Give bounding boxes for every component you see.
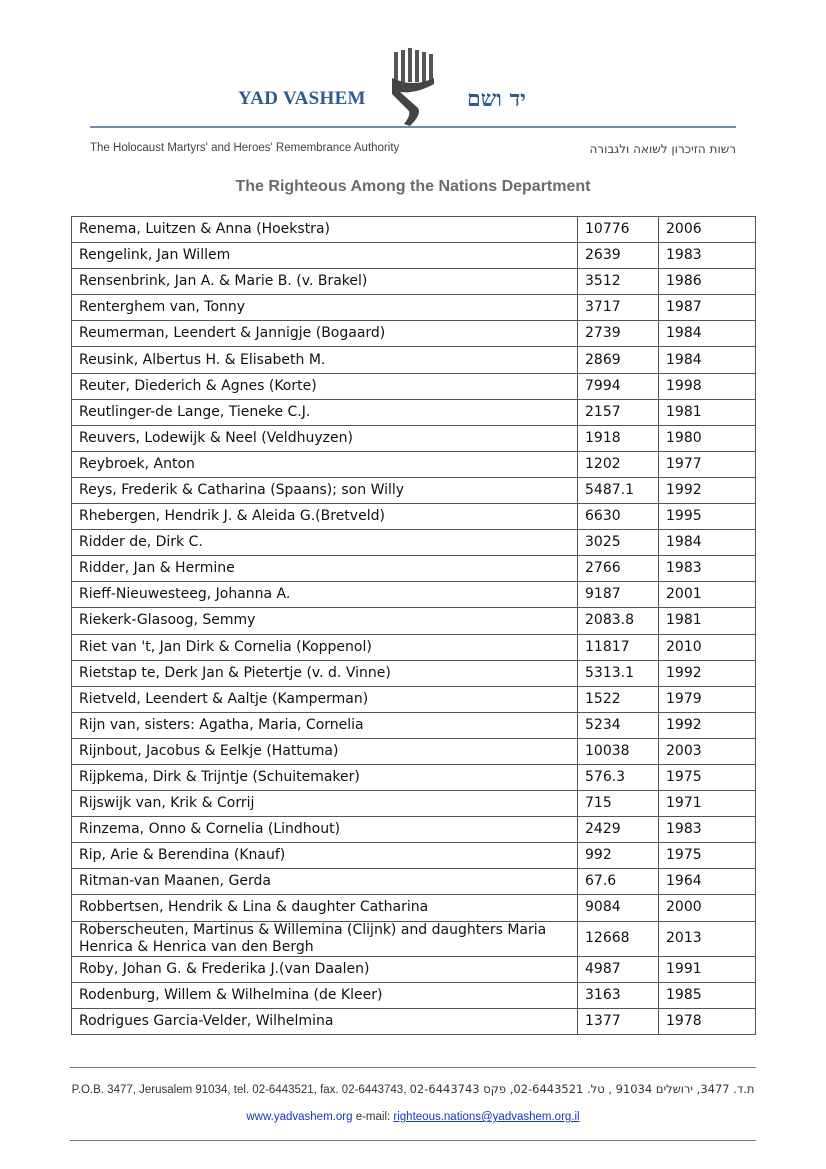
authority-line	[90, 142, 736, 156]
record-name: Rijnbout, Jacobus & Eelkje (Hattuma)	[72, 738, 578, 764]
table-row	[72, 321, 756, 347]
record-year: 1992	[659, 660, 756, 686]
record-year: 1977	[659, 451, 756, 477]
record-name: Rodrigues Garcia-Velder, Wilhelmina	[72, 1008, 578, 1034]
table-row	[72, 869, 756, 895]
record-year: 1998	[659, 373, 756, 399]
record-number: 7994	[578, 373, 659, 399]
record-name: Roberscheuten, Martinus & Willemina (Clijnk) and daughters Maria Henrica & Henrica van den Bergh	[72, 921, 578, 956]
record-number: 2157	[578, 399, 659, 425]
record-number: 9187	[578, 582, 659, 608]
record-number: 10776	[578, 217, 659, 243]
table-row	[72, 269, 756, 295]
table-row	[72, 217, 756, 243]
table-row	[72, 686, 756, 712]
table-row	[72, 982, 756, 1008]
table-row	[72, 921, 756, 956]
record-name: Rengelink, Jan Willem	[72, 243, 578, 269]
record-year: 1985	[659, 982, 756, 1008]
record-number: 1522	[578, 686, 659, 712]
table-row	[72, 843, 756, 869]
record-year: 2003	[659, 738, 756, 764]
table-row	[72, 660, 756, 686]
email-label: e-mail:	[355, 1111, 391, 1123]
address-en: P.O.B. 3477, Jerusalem 91034, tel. 02-6443521, fax. 02-6443743	[71, 1084, 404, 1096]
letterhead	[0, 0, 826, 195]
record-name: Rietstap te, Derk Jan & Pietertje (v. d. Vinne)	[72, 660, 578, 686]
table-row	[72, 373, 756, 399]
record-year: 1975	[659, 764, 756, 790]
record-number: 6630	[578, 504, 659, 530]
record-year: 1984	[659, 321, 756, 347]
table-row	[72, 477, 756, 503]
record-name: Rietveld, Leendert & Aaltje (Kamperman)	[72, 686, 578, 712]
record-number: 3163	[578, 982, 659, 1008]
record-year: 1991	[659, 956, 756, 982]
record-name: Robbertsen, Hendrik & Lina & daughter Catharina	[72, 895, 578, 921]
record-number: 2766	[578, 556, 659, 582]
table-row	[72, 295, 756, 321]
record-year: 1981	[659, 608, 756, 634]
record-name: Rijn van, sisters: Agatha, Maria, Cornelia	[72, 712, 578, 738]
record-name: Renterghem van, Tonny	[72, 295, 578, 321]
record-number: 3512	[578, 269, 659, 295]
record-name: Rip, Arie & Berendina (Knauf)	[72, 843, 578, 869]
record-number: 1377	[578, 1008, 659, 1034]
record-year: 2013	[659, 921, 756, 956]
record-name: Roby, Johan G. & Frederika J.(van Daalen)	[72, 956, 578, 982]
record-name: Rodenburg, Willem & Wilhelmina (de Kleer)	[72, 982, 578, 1008]
record-name: Rensenbrink, Jan A. & Marie B. (v. Brakel)	[72, 269, 578, 295]
record-name: Reumerman, Leendert & Jannigje (Bogaard)	[72, 321, 578, 347]
record-name: Reuter, Diederich & Agnes (Korte)	[72, 373, 578, 399]
record-number: 1202	[578, 451, 659, 477]
record-number: 5487.1	[578, 477, 659, 503]
table-row	[72, 956, 756, 982]
table-row	[72, 712, 756, 738]
record-year: 1992	[659, 477, 756, 503]
record-name: Ridder de, Dirk C.	[72, 530, 578, 556]
record-number: 2639	[578, 243, 659, 269]
table-row	[72, 399, 756, 425]
record-name: Rijswijk van, Krik & Corrij	[72, 791, 578, 817]
record-year: 1975	[659, 843, 756, 869]
table-row	[72, 1008, 756, 1034]
record-year: 1986	[659, 269, 756, 295]
record-name: Reuvers, Lodewijk & Neel (Veldhuyzen)	[72, 425, 578, 451]
department-title: The Righteous Among the Nations Department	[235, 178, 591, 195]
record-name: Riet van 't, Jan Dirk & Cornelia (Koppenol)	[72, 634, 578, 660]
record-name: Rhebergen, Hendrik J. & Aleida G.(Bretveld)	[72, 504, 578, 530]
table-row	[72, 582, 756, 608]
record-name: Reys, Frederik & Catharina (Spaans); son Willy	[72, 477, 578, 503]
footer-contact	[0, 1111, 826, 1123]
record-number: 5234	[578, 712, 659, 738]
record-number: 9084	[578, 895, 659, 921]
table-row	[72, 347, 756, 373]
record-year: 2000	[659, 895, 756, 921]
record-year: 1983	[659, 556, 756, 582]
record-name: Renema, Luitzen & Anna (Hoekstra)	[72, 217, 578, 243]
record-name: Rinzema, Onno & Cornelia (Lindhout)	[72, 817, 578, 843]
record-number: 3025	[578, 530, 659, 556]
record-number: 2429	[578, 817, 659, 843]
record-year: 1983	[659, 243, 756, 269]
authority-en: The Holocaust Martyrs' and Heroes' Remembrance Authority	[90, 142, 400, 154]
table-row	[72, 895, 756, 921]
record-name: Riekerk-Glasoog, Semmy	[72, 608, 578, 634]
record-name: Ridder, Jan & Hermine	[72, 556, 578, 582]
table-row	[72, 738, 756, 764]
record-name: Reusink, Albertus H. & Elisabeth M.	[72, 347, 578, 373]
address-he: ת.ד. 3477, ירושלים 91034 , טל. 02-6443521, פקס 02-6443743	[409, 1082, 755, 1096]
header-divider	[90, 126, 736, 128]
record-number: 2739	[578, 321, 659, 347]
table-row	[72, 764, 756, 790]
table-row	[72, 817, 756, 843]
record-year: 1979	[659, 686, 756, 712]
record-year: 1992	[659, 712, 756, 738]
record-number: 4987	[578, 956, 659, 982]
website-link[interactable]: www.yadvashem.org	[246, 1111, 353, 1123]
logo-text-en: YAD VASHEM	[238, 88, 366, 109]
record-number: 715	[578, 791, 659, 817]
record-number: 576.3	[578, 764, 659, 790]
record-number: 67.6	[578, 869, 659, 895]
footer-divider-top	[70, 1067, 756, 1068]
righteous-records-table	[71, 216, 756, 1035]
record-year: 1964	[659, 869, 756, 895]
record-year: 2001	[659, 582, 756, 608]
record-number: 2083.8	[578, 608, 659, 634]
record-name: Reutlinger-de Lange, Tieneke C.J.	[72, 399, 578, 425]
footer-address: P.O.B. 3477, Jerusalem 91034, tel. 02-6443521, fax. 02-6443743, ת.ד. 3477, ירושלים 91034 , טל. 02-6443521, פקס 02-6443743	[71, 1082, 755, 1096]
record-year: 1995	[659, 504, 756, 530]
logo-text-he: יד ושם	[467, 86, 526, 112]
record-name: Ritman-van Maanen, Gerda	[72, 869, 578, 895]
record-number: 3717	[578, 295, 659, 321]
table-row	[72, 451, 756, 477]
table-row	[72, 425, 756, 451]
record-year: 1971	[659, 791, 756, 817]
record-year: 1978	[659, 1008, 756, 1034]
record-name: Rieff-Nieuwesteeg, Johanna A.	[72, 582, 578, 608]
footer-divider-bottom	[70, 1140, 756, 1141]
authority-he: רשות הזיכרון לשואה ולגבורה	[589, 142, 736, 156]
record-year: 1983	[659, 817, 756, 843]
record-name: Rijpkema, Dirk & Trijntje (Schuitemaker)	[72, 764, 578, 790]
record-number: 11817	[578, 634, 659, 660]
table-row	[72, 791, 756, 817]
table-row	[72, 530, 756, 556]
yad-vashem-logo-icon	[388, 48, 438, 130]
record-year: 1981	[659, 399, 756, 425]
table-row	[72, 243, 756, 269]
record-year: 1984	[659, 530, 756, 556]
record-number: 1918	[578, 425, 659, 451]
record-number: 10038	[578, 738, 659, 764]
email-link[interactable]: righteous.nations@yadvashem.org.il	[393, 1111, 580, 1123]
table-row	[72, 504, 756, 530]
record-number: 2869	[578, 347, 659, 373]
record-number: 12668	[578, 921, 659, 956]
record-year: 2010	[659, 634, 756, 660]
record-year: 1984	[659, 347, 756, 373]
record-year: 1980	[659, 425, 756, 451]
record-number: 5313.1	[578, 660, 659, 686]
record-number: 992	[578, 843, 659, 869]
record-year: 2006	[659, 217, 756, 243]
record-name: Reybroek, Anton	[72, 451, 578, 477]
table-row	[72, 556, 756, 582]
record-year: 1987	[659, 295, 756, 321]
table-row	[72, 634, 756, 660]
table-row	[72, 608, 756, 634]
